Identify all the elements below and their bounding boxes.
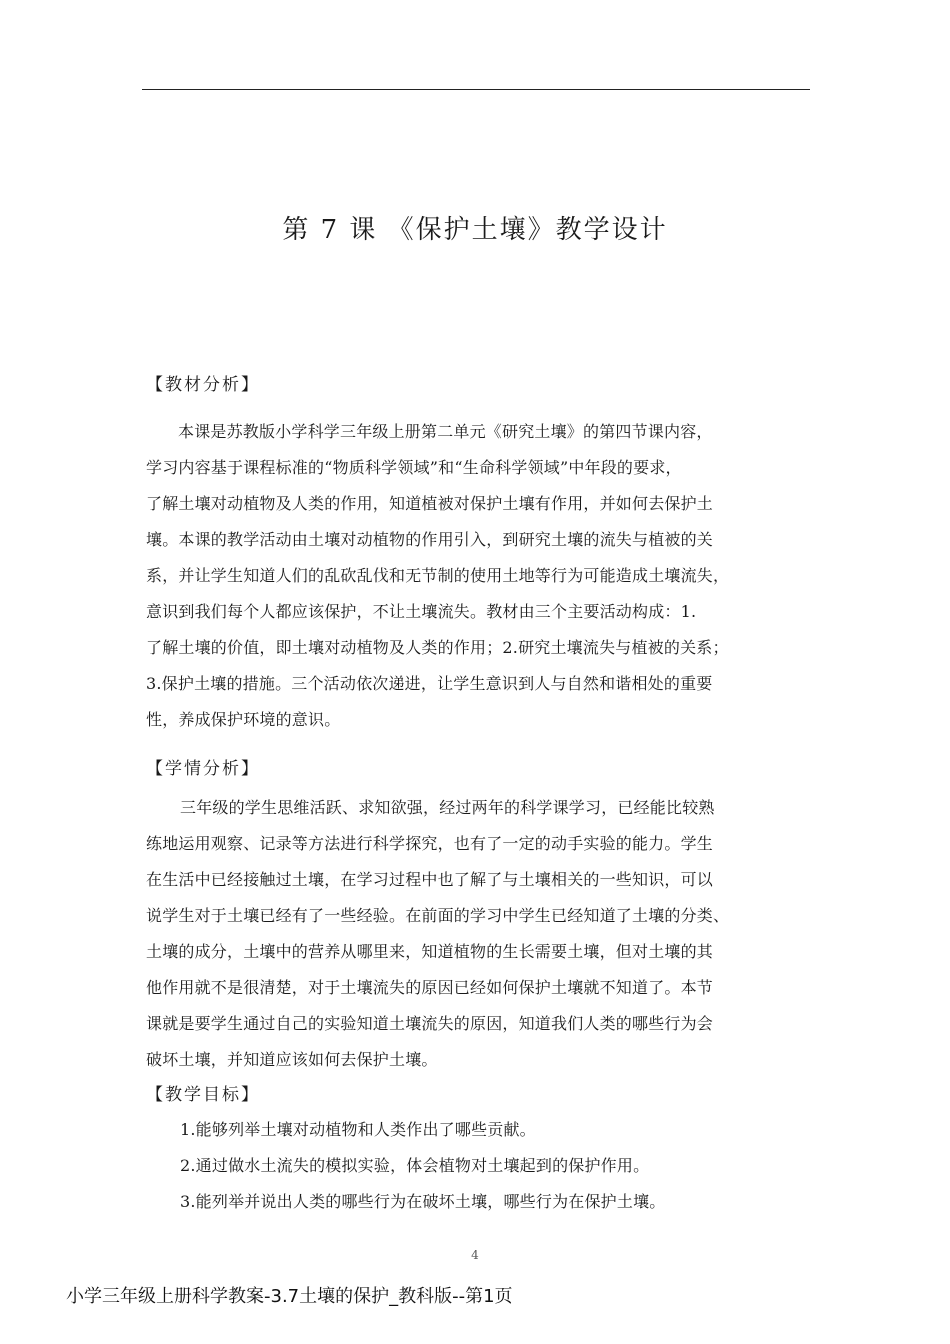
header-rule bbox=[142, 89, 810, 90]
paragraph-line: 课就是要学生通过自己的实验知道土壤流失的原因，知道我们人类的哪些行为会 bbox=[146, 1014, 714, 1033]
objective-item: 2.通过做水土流失的模拟实验，体会植物对土壤起到的保护作用。 bbox=[180, 1156, 650, 1175]
paragraph-line: 意识到我们每个人都应该保护，不让土壤流失。教材由三个主要活动构成：1. bbox=[146, 602, 697, 621]
section-heading-objectives: 【教学目标】 bbox=[146, 1085, 260, 1105]
paragraph-line: 三年级的学生思维活跃、求知欲强，经过两年的科学课学习，已经能比较熟 bbox=[180, 798, 715, 817]
paragraph-line: 练地运用观察、记录等方法进行科学探究，也有了一定的动手实验的能力。学生 bbox=[146, 834, 714, 853]
document-title: 第 7 课 《保护土壤》教学设计 bbox=[282, 215, 668, 245]
objective-item: 1.能够列举土壤对动植物和人类作出了哪些贡献。 bbox=[180, 1120, 536, 1139]
paragraph-line: 了解土壤的价值，即土壤对动植物及人类的作用；2.研究土壤流失与植被的关系； bbox=[146, 638, 729, 657]
paragraph-line: 性，养成保护环境的意识。 bbox=[146, 710, 341, 729]
page-number: 4 bbox=[471, 1248, 479, 1262]
paragraph-line: 了解土壤对动植物及人类的作用，知道植被对保护土壤有作用，并如何去保护土 bbox=[146, 494, 714, 513]
paragraph-line: 在生活中已经接触过土壤，在学习过程中也了解了与土壤相关的一些知识，可以 bbox=[146, 870, 714, 889]
paragraph-line: 3.保护土壤的措施。三个活动依次递进，让学生意识到人与自然和谐相处的重要 bbox=[146, 674, 713, 693]
section-heading-students: 【学情分析】 bbox=[146, 759, 260, 779]
paragraph-line: 系，并让学生知道人们的乱砍乱伐和无节制的使用土地等行为可能造成土壤流失， bbox=[146, 566, 730, 585]
section-heading-textbook: 【教材分析】 bbox=[146, 375, 260, 395]
paragraph-line: 学习内容基于课程标准的“物质科学领域”和“生命科学领域”中年段的要求， bbox=[146, 458, 682, 477]
paragraph-line: 本课是苏教版小学科学三年级上册第二单元《研究土壤》的第四节课内容， bbox=[178, 422, 713, 441]
paragraph-line: 壤。本课的教学活动由土壤对动植物的作用引入，到研究土壤的流失与植被的关 bbox=[146, 530, 714, 549]
footer-caption: 小学三年级上册科学教案-3.7土壤的保护_教科版--第1页 bbox=[66, 1286, 513, 1307]
paragraph-line: 土壤的成分，土壤中的营养从哪里来，知道植物的生长需要土壤，但对土壤的其 bbox=[146, 942, 714, 961]
paragraph-line: 破坏土壤，并知道应该如何去保护土壤。 bbox=[146, 1050, 438, 1069]
paragraph-line: 他作用就不是很清楚，对于土壤流失的原因已经如何保护土壤就不知道了。本节 bbox=[146, 978, 714, 997]
objective-item: 3.能列举并说出人类的哪些行为在破坏土壤，哪些行为在保护土壤。 bbox=[180, 1192, 666, 1211]
paragraph-line: 说学生对于土壤已经有了一些经验。在前面的学习中学生已经知道了土壤的分类、 bbox=[146, 906, 730, 925]
